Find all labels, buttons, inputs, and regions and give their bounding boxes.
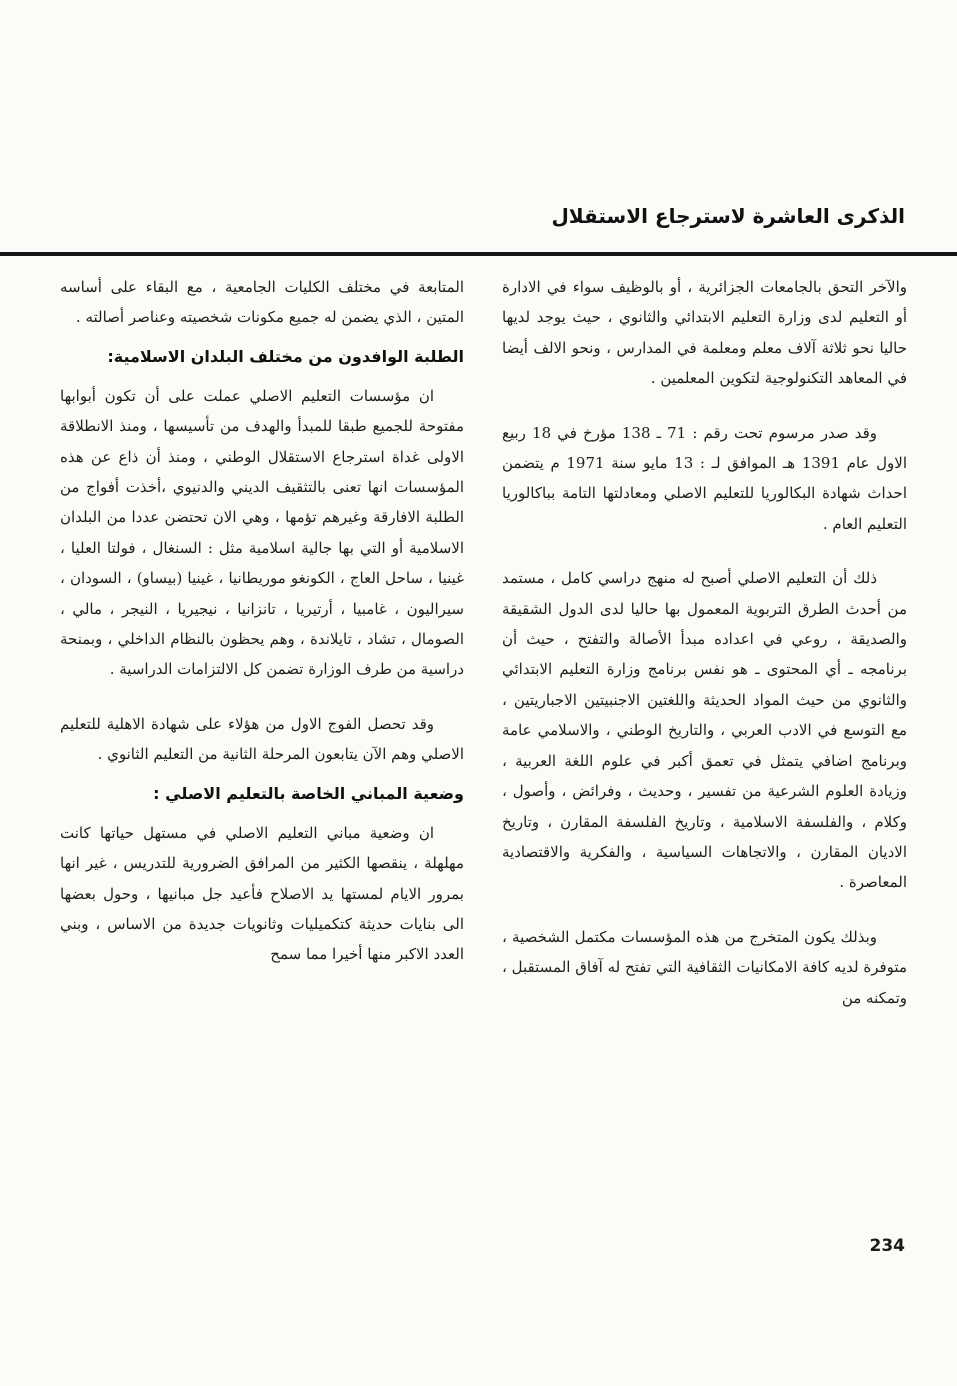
page-number: 234 <box>869 1236 905 1256</box>
paragraph-gap <box>502 898 907 922</box>
section-heading-foreign-students: الطلبة الوافدون من مختلف البلدان الاسلامية: <box>107 346 464 366</box>
right-paragraph-1: والآخر التحق بالجامعات الجزائرية ، أو بالوظيف سواء في الادارة أو التعليم لدى وزارة التعليم الابتدائي والثانوي ، حيث يوجد لديها حاليا نحو ثلاثة آلاف معلم ومعلمة في المدارس ، ونحو الالف أيضا في المعاهد التكنولوجية لتكوين المعلمين . <box>502 278 907 388</box>
paragraph-gap <box>502 394 907 418</box>
paragraph-gap <box>60 810 464 818</box>
left-paragraph-1: المتابعة في مختلف الكليات الجامعية ، مع البقاء على أساسه المتين ، الذي يضمن له جميع مكونات شخصيته وعناصر أصالته . <box>60 278 464 327</box>
right-paragraph-3: ذلك أن التعليم الاصلي أصبح له منهج دراسي كامل ، مستمد من أحدث الطرق التربوية المعمول بها حاليا لدى الدول الشقيقة والصديقة ، روعي في اعداده مبدأ الأصالة والتفتح ، حيث أن برنامجه ـ أي المحتوى ـ هو نفس برنامج وزارة التعليم الابتدائي والثانوي من حيث المواد الحديثة واللغتين الاجنبيتين الاجباريتين ، مع التوسع في الادب العربي ، والتاريخ الوطني ، والاسلامي عامة وبرنامج اضافي يتمثل في تعمق أكبر في علوم اللغة العربية ، وزيادة العلوم الشرعية من تفسير ، وحديث ، وفرائض ، وأصول ، وكلام ، والفلسفة الاسلامية ، وتاريخ الفلسفة المقارن ، وتاريخ الاديان المقارن ، والاتجاهات السياسية ، والفكرية والاقتصادية المعاصرة . <box>502 569 907 892</box>
running-head: الذكرى العاشرة لاسترجاع الاستقلال <box>551 204 905 228</box>
left-paragraph-2: ان مؤسسات التعليم الاصلي عملت على أن تكون أبوابها مفتوحة للجميع طبقا للمبدأ والهدف من تأسيسها ، ومنذ الانطلاقة الاولى غداة استرجاع الاستقلال الوطني ، ومنذ أن ذاع عن هذه المؤسسات انها تعنى بالتثقيف الديني والدنيوي ،أخذت أفواج من الطلبة الافارقة وغيرهم تؤمها ، وهي الان تحتضن عددا من البلدان الاسلامية أو التي بها جالية اسلامية مثل : السنغال ، فولتا العليا ، غينيا ، ساحل العاج ، الكونغو موريطانيا ، غينيا (بيساو) ، السودان ، سيراليون ، غامبيا ، أرتيريا ، تانزانيا ، نيجيريا ، النيجر ، مالي ، الصومال ، تشاد ، تايلاندة ، وهم يحظون بالنظام الداخلي ، وبمنحة دراسية من طرف الوزارة تضمن كل الالتزامات الدراسية . <box>60 386 464 679</box>
paragraph-gap <box>502 539 907 563</box>
left-paragraph-3: وقد تحصل الفوج الاول من هؤلاء على شهادة الاهلية للتعليم الاصلي وهم الآن يتابعون المرحلة الثانية من التعليم الثانوي . <box>60 714 464 764</box>
left-paragraph-4: ان وضعية مباني التعليم الاصلي في مستهل حياتها كانت مهلهلة ، ينقصها الكثير من المرافق الضرورية للتدريس ، غير انها بمرور الايام لمستها يد الاصلاح فأعيد جل مبانيها ، وحول بعضها الى بنايات حديثة كتكميليات وثانويات جديدة من الاساس ، وبني العدد الاكبر منها أخيرا مما سمح <box>60 823 464 964</box>
paragraph-gap <box>60 770 464 778</box>
right-paragraph-4: وبذلك يكون المتخرج من هذه المؤسسات مكتمل الشخصية ، متوفرة لديه كافة الامكانيات الثقافية التي تفتح له آفاق المستقبل ، وتمكنه من <box>502 927 907 1007</box>
paragraph-gap <box>60 333 464 341</box>
header-rule <box>0 252 957 256</box>
paragraph-gap <box>60 373 464 381</box>
right-paragraph-2: وقد صدر مرسوم تحت رقم : 71 ـ 138 مؤرخ في 18 ربيع الاول عام 1391 هـ الموافق لـ : 13 مايو سنة 1971 م يتضمن احداث شهادة البكالوريا للتعليم الاصلي ومعادلتها التامة بباكالوريا التعليم العام . <box>502 423 907 533</box>
section-heading-buildings: وضعية المباني الخاصة بالتعليم الاصلي : <box>153 783 464 803</box>
right-column <box>502 272 907 1013</box>
paragraph-gap <box>60 685 464 709</box>
left-column <box>60 272 464 970</box>
